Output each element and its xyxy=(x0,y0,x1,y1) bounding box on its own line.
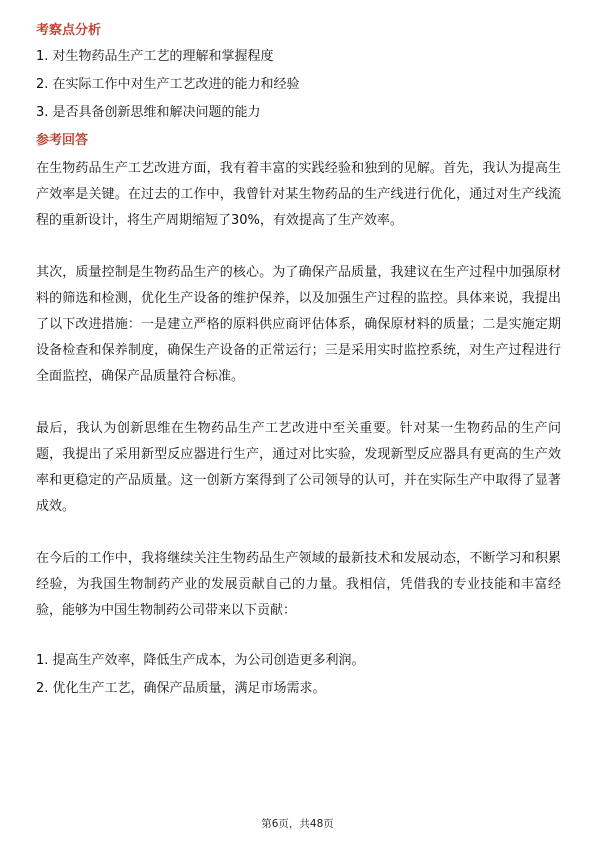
answer-paragraph-3: 最后，我认为创新思维在生物药品生产工艺改进中至关重要。针对某一生物药品的生产问题，我提出了采用新型反应器进行生产，通过对比实验，发现新型反应器具有更高的生产效率和更稳定的产品质量。这一创新方案得到了公司领导的认可，并在实际生产中取得了显著成效。 xyxy=(36,421,561,514)
analysis-item-1: 1. 对生物药品生产工艺的理解和掌握程度 xyxy=(36,49,274,64)
answer-title: 参考回答 xyxy=(36,133,89,148)
analysis-item-3: 3. 是否具备创新思维和解决问题的能力 xyxy=(36,105,261,120)
page-number: 第6页，共48页 xyxy=(261,818,334,830)
analysis-item-2: 2. 在实际工作中对生产工艺改进的能力和经验 xyxy=(36,77,300,92)
answer-paragraph-4: 在今后的工作中，我将继续关注生物药品生产领域的最新技术和发展动态，不断学习和积累经验，为我国生物制药产业的发展贡献自己的力量。我相信，凭借我的专业技能和丰富经验，能够为中国生物制药公司带来以下贡献： xyxy=(36,551,561,618)
answer-item-1: 1. 提高生产效率，降低生产成本，为公司创造更多利润。 xyxy=(36,653,365,668)
answer-paragraph-2: 其次，质量控制是生物药品生产的核心。为了确保产品质量，我建议在生产过程中加强原材料的筛选和检测，优化生产设备的维护保养，以及加强生产过程的监控。具体来说，我提出了以下改进措施：一是建立严格的原料供应商评估体系，确保原材料的质量；二是实施定期设备检查和保养制度，确保生产设备的正常运行；三是采用实时监控系统，对生产过程进行全面监控，确保产品质量符合标准。 xyxy=(36,265,561,384)
answer-paragraph-1: 在生物药品生产工艺改进方面，我有着丰富的实践经验和独到的见解。首先，我认为提高生产效率是关键。在过去的工作中，我曾针对某生物药品的生产线进行优化，通过对生产线流程的重新设计，将生产周期缩短了30%，有效提高了生产效率。 xyxy=(36,161,561,228)
analysis-title: 考察点分析 xyxy=(36,23,102,38)
page-content xyxy=(36,22,561,706)
answer-item-2: 2. 优化生产工艺，确保产品质量，满足市场需求。 xyxy=(36,681,326,696)
